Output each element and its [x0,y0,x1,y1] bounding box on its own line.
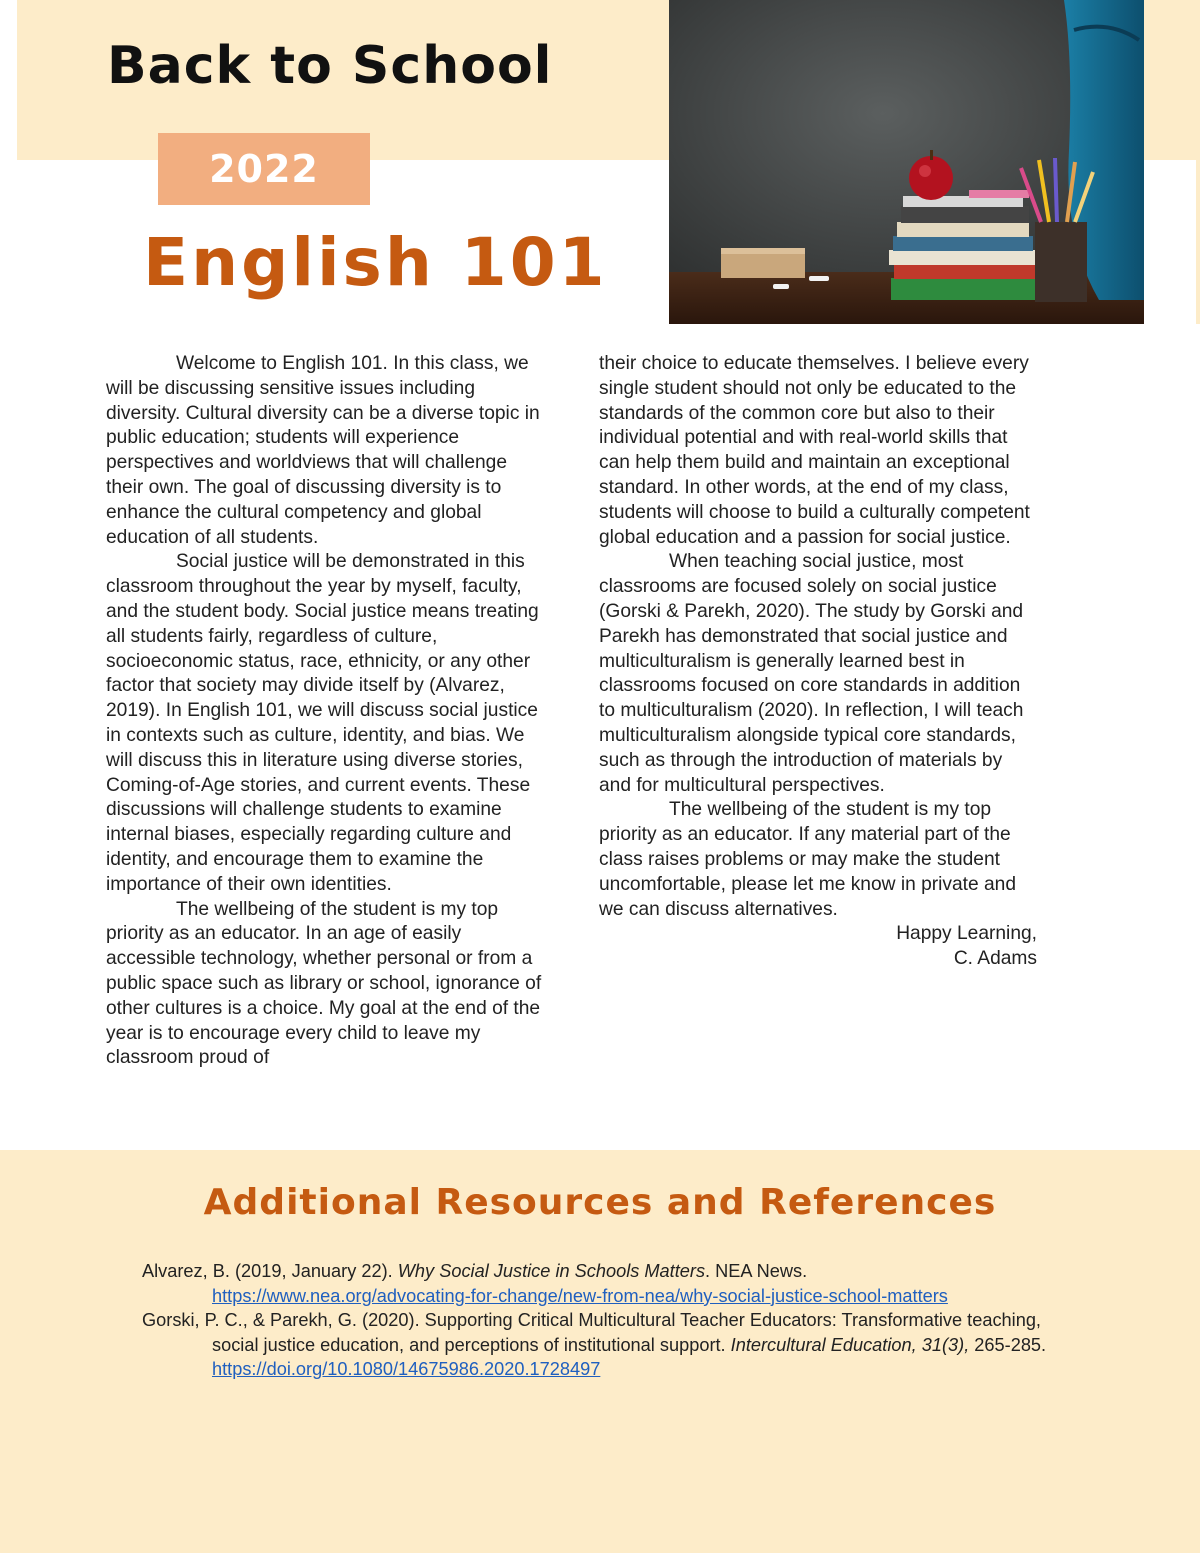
year-badge: 2022 [158,133,370,205]
ref-text: . NEA News. [705,1261,808,1281]
resources-title: Additional Resources and References [203,1182,997,1223]
ref-journal: Intercultural Education, 31(3), [730,1334,970,1355]
paragraph: The wellbeing of the student is my top priority as an educator. If any material part of the class raises problems or may make the student uncomfortable, please let me know in private and we can discuss alternatives. [599,799,1017,920]
signature: C. Adams [953,948,1037,970]
paragraph: their choice to educate themselves. I believe every single student should not only be educated to the standards of the common core but also to their individual potential and with real-world skills that can help them build and maintain an exceptional standard. In other words, at the end of my class, students will choose to build a culturally competent global education and a passion for social justice. [599,353,1030,548]
reference-alvarez [142,1259,1067,1308]
doi-link[interactable]: https://doi.org/10.1080/14675986.2020.1728497 [212,1359,601,1380]
paragraph: The wellbeing of the student is my top priority as an educator. In an age of easily accessible technology, whether personal or from a public space such as library or school, ignorance of other cultures is a choice. My goal at the end of the year is to encourage every child to leave my classroom proud of [106,898,542,1069]
decor-strip [1196,160,1200,324]
ref-text: Alvarez, B. (2019, January 22). [142,1261,398,1281]
ref-article-title: Why Social Justice in Schools Matters [397,1261,706,1281]
course-title: English 101 [143,224,608,301]
nea-link[interactable]: https://www.nea.org/advocating-for-change/new-from-nea/why-social-justice-school-matters [212,1285,948,1306]
paragraph: When teaching social justice, most classrooms are focused solely on social justice (Gorski & Parekh, 2020). The study by Gorski and Parekh has demonstrated that social justice and multiculturalism is generally learned best in classrooms focused on core standards in addition to multiculturalism (2020). In reflection, I will teach multiculturalism alongside typical core standards, such as through the introduction of materials by and for multicultural perspectives. [599,551,1024,796]
letter-column-right [599,352,1039,972]
letter-column-left [106,352,546,1071]
ref-text: 265-285. [969,1334,1047,1355]
reference-list [142,1259,1067,1382]
paragraph: Social justice will be demonstrated in this classroom throughout the year by myself, faculty, and the student body. Social justice means treating all students fairly, regardless of culture, socioeconomic status, race, ethnicity, or any other factor that society may divide itself by (Alvarez, 2019). In English 101, we will discuss social justice in contexts such as culture, identity, and bias. We will discuss this in literature using diverse stories, Coming-of-Age stories, and current events. These discussions will challenge students to examine internal biases, especially regarding culture and identity, and encourage them to examine the importance of their own identities. [106,551,539,895]
ref-text: Gorski, P. C., & Parekh, G. (2020). Supporting Critical Multicultural Teacher Educators: Transformative teaching, social justice education, and perceptions of institutional support. [142,1310,1041,1355]
closing: Happy Learning, [896,923,1037,945]
page-title: Back to School [107,36,553,96]
reference-gorski [142,1308,1067,1382]
paragraph: Welcome to English 101. In this class, we will be discussing sensitive issues including diversity. Cultural diversity can be a diverse topic in public education; students will experience perspectives and worldviews that will challenge their own. The goal of discussing diversity is to enhance the cultural competency and global education of all students. [106,353,540,548]
classroom-photo [669,0,1144,324]
